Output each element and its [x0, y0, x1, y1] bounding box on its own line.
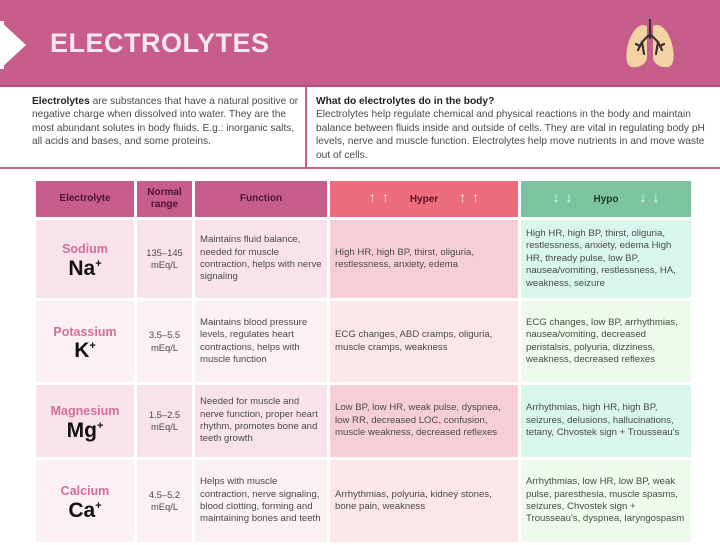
hyper-cell: ECG changes, ABD cramps, oliguria, muscle cramps, weakness	[330, 301, 518, 382]
up-arrow-icon: ↑	[472, 189, 480, 206]
function-text	[316, 95, 706, 162]
charge: +	[95, 499, 102, 512]
down-arrow-icon: ↓	[565, 189, 573, 206]
function-heading: What do electrolytes do in the body?	[316, 96, 495, 107]
down-arrow-icon: ↓	[652, 189, 660, 206]
header-hypo-label: Hypo	[593, 194, 619, 206]
electrolyte-name: Calcium	[60, 484, 110, 499]
down-arrow-icon: ↓	[552, 189, 560, 206]
chevron-icon	[0, 21, 26, 69]
electrolyte-symbol	[41, 418, 129, 442]
normal-range-cell: 3.5–5.5 mEq/L	[137, 301, 192, 382]
electrolyte-cell	[36, 460, 134, 542]
hyper-cell: Arrhythmias, polyuria, kidney stones, bone pain, weakness	[330, 460, 518, 542]
up-arrow-icon: ↑	[459, 189, 467, 206]
symbol-text: K	[74, 339, 90, 362]
header-hyper	[330, 181, 518, 217]
electrolyte-symbol	[41, 339, 129, 362]
definition-term: Electrolytes	[32, 96, 90, 107]
header-function: Function	[195, 181, 327, 217]
function-cell: Helps with muscle contraction, nerve signaling, blood clotting, forming and maintaining bones and teeth	[195, 460, 327, 542]
electrolyte-name: Potassium	[53, 324, 117, 339]
table-row-sodium	[36, 220, 691, 298]
header-hyper-label: Hyper	[409, 194, 439, 206]
electrolyte-table	[33, 178, 694, 545]
hyper-cell: Low BP, low HR, weak pulse, dyspnea, low RR, decreased LOC, confusion, muscle weakness, decreased reflexes	[330, 385, 518, 457]
symbol-text: Mg	[66, 418, 97, 442]
up-arrow-icon: ↑	[381, 189, 389, 206]
function-body: Electrolytes help regulate chemical and physical reactions in the body and maintain balance between fluids inside and outside of cells. They are vital in regulating body pH levels, nerve and muscle function. Electrolytes help move nutrients in and move waste out of cells.	[316, 109, 705, 161]
symbol-text: Ca	[68, 498, 96, 522]
normal-range-cell: 4.5–5.2 mEq/L	[137, 460, 192, 542]
definition-body: are substances that have a natural positive or negative charge when dissolved into water. They are the most abundant solutes in body fluids. E.g.: inorganic salts, all acids and bases, and some proteins.	[32, 96, 299, 148]
charge: +	[96, 419, 104, 432]
electrolyte-cell	[36, 220, 134, 298]
header-range-line1: Normal	[147, 186, 182, 198]
header-electrolyte: Electrolyte	[36, 181, 134, 217]
function-cell: Needed for muscle and nerve function, proper heart rhythm, promotes bone and teeth growth	[195, 385, 327, 457]
hypo-cell: Arrhythmias, high HR, high BP, seizures, delusions, hallucinations, tetany, Chvostek sign + Trousseau's	[521, 385, 691, 457]
intro-section	[0, 87, 720, 169]
hypo-cell: Arrhythmias, low HR, low BP, weak pulse, paresthesia, muscle spasms, seizures, Chvostek sign + Trousseau's, dyspnea, laryngospasm	[521, 460, 691, 542]
table-row-potassium	[36, 301, 691, 382]
header-hypo	[521, 181, 691, 217]
electrolyte-symbol	[41, 256, 129, 280]
title-banner	[0, 0, 720, 87]
up-arrow-icon: ↑	[368, 189, 376, 206]
hyper-cell: High HR, high BP, thirst, oliguria, restlessness, anxiety, edema	[330, 220, 518, 298]
function-cell: Maintains blood pressure levels, regulates heart contractions, helps with muscle function	[195, 301, 327, 382]
electrolyte-name: Sodium	[62, 242, 108, 257]
header-normal-range	[137, 181, 192, 217]
definition-text	[32, 95, 302, 149]
charge: +	[89, 340, 96, 352]
function-cell: Maintains fluid balance, needed for muscle contraction, helps with nerve signaling	[195, 220, 327, 298]
lungs-icon	[622, 16, 678, 70]
page-title: ELECTROLYTES	[50, 28, 270, 58]
normal-range-cell: 135–145 mEq/L	[137, 220, 192, 298]
table-header-row	[36, 181, 691, 217]
intro-divider	[305, 87, 307, 167]
electrolyte-cell	[36, 301, 134, 382]
header-range-line2: range	[150, 199, 179, 210]
electrolyte-name: Magnesium	[50, 404, 120, 419]
charge: +	[95, 257, 102, 270]
symbol-text: Na	[68, 256, 96, 280]
hypo-cell: High HR, high BP, thirst, oliguria, restlessness, anxiety, edema High HR, thready pulse, low BP, nausea/vomiting, restlessness, HA, weakness, seizure	[521, 220, 691, 298]
down-arrow-icon: ↓	[639, 189, 647, 206]
electrolyte-symbol	[41, 498, 129, 522]
electrolyte-cell	[36, 385, 134, 457]
normal-range-cell: 1.5–2.5 mEq/L	[137, 385, 192, 457]
table-row-calcium	[36, 460, 691, 542]
table-row-magnesium	[36, 385, 691, 457]
hypo-cell: ECG changes, low BP, arrhythmias, nausea/vomiting, decreased peristalsis, polyuria, dizziness, weakness, decreased reflexes	[521, 301, 691, 382]
